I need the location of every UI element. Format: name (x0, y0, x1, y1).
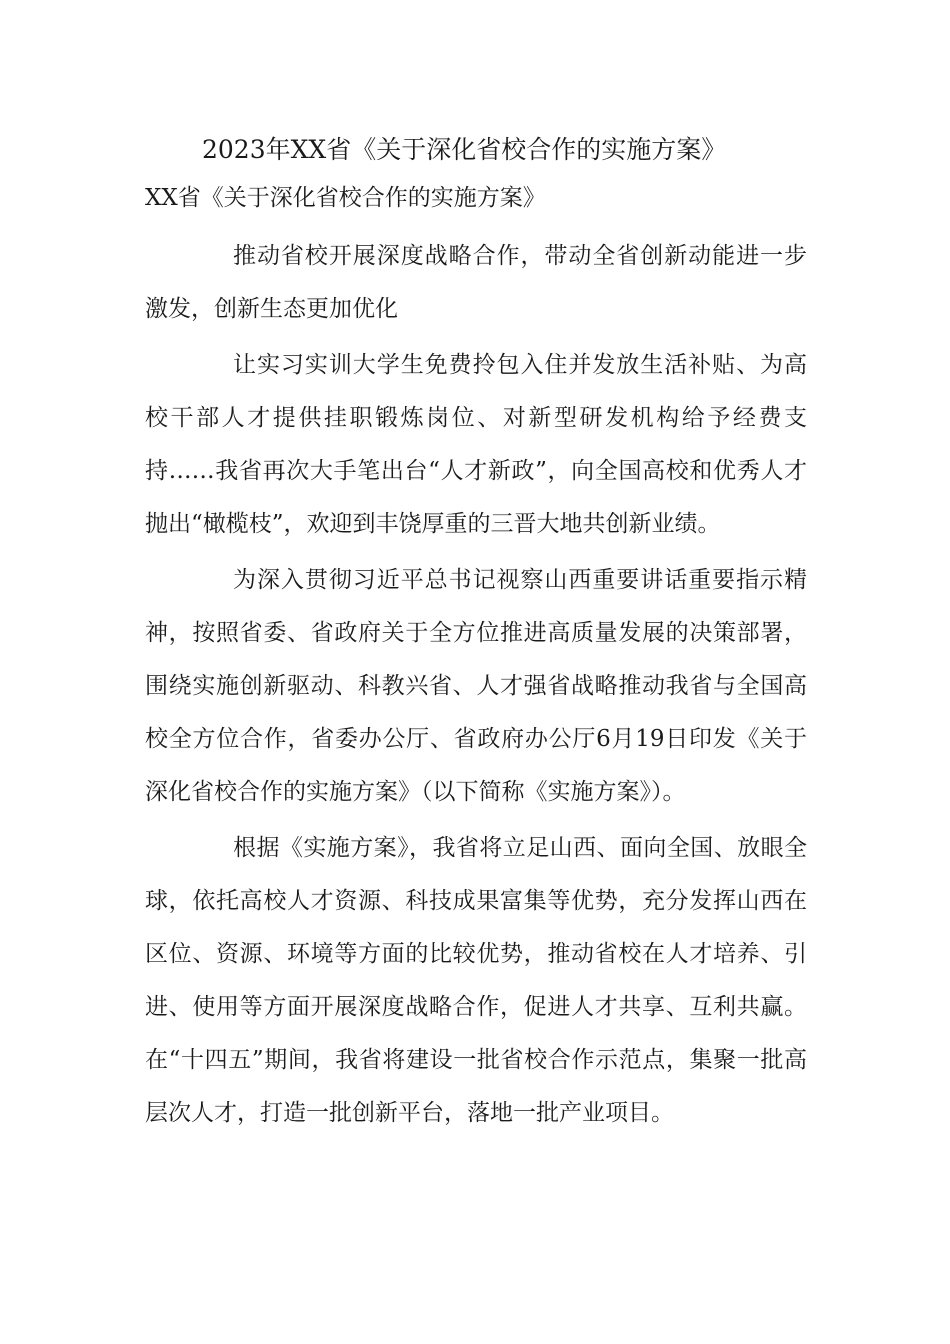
document-subtitle: XX省《关于深化省校合作的实施方案》 (145, 185, 546, 211)
document-title: 2023年XX省《关于深化省校合作的实施方案》 (202, 135, 727, 164)
paragraph-intro: 推动省校开展深度战略合作，带动全省创新动能进一步激发，创新生态更加优化 (145, 243, 807, 322)
document-body (145, 128, 807, 1140)
paragraph-plan-goals: 根据《实施方案》，我省将立足山西、面向全国、放眼全球，依托高校人才资源、科技成果富集等优势，充分发挥山西在区位、资源、环境等方面的比较优势，推动省校在人才培养、引进、使用等方面开展深度战略合作，促进人才共享、互利共赢。在“十四五”期间，我省将建设一批省校合作示范点，集聚一批高层次人才，打造一批创新平台，落地一批产业项目。 (145, 835, 807, 1126)
paragraph-background: 为深入贯彻习近平总书记视察山西重要讲话重要指示精神，按照省委、省政府关于全方位推进高质量发展的决策部署，围绕实施创新驱动、科教兴省、人才强省战略推动我省与全国高校全方位合作，省委办公厅、省政府办公厅6月19日印发《关于深化省校合作的实施方案》（以下简称《实施方案》）。 (145, 567, 807, 805)
paragraph-talent-policy: 让实习实训大学生免费拎包入住并发放生活补贴、为高校干部人才提供挂职锻炼岗位、对新型研发机构给予经费支持……我省再次大手笔出台“人才新政”，向全国高校和优秀人才抛出“橄榄枝”，欢迎到丰饶厚重的三晋大地共创新业绩。 (145, 352, 807, 537)
